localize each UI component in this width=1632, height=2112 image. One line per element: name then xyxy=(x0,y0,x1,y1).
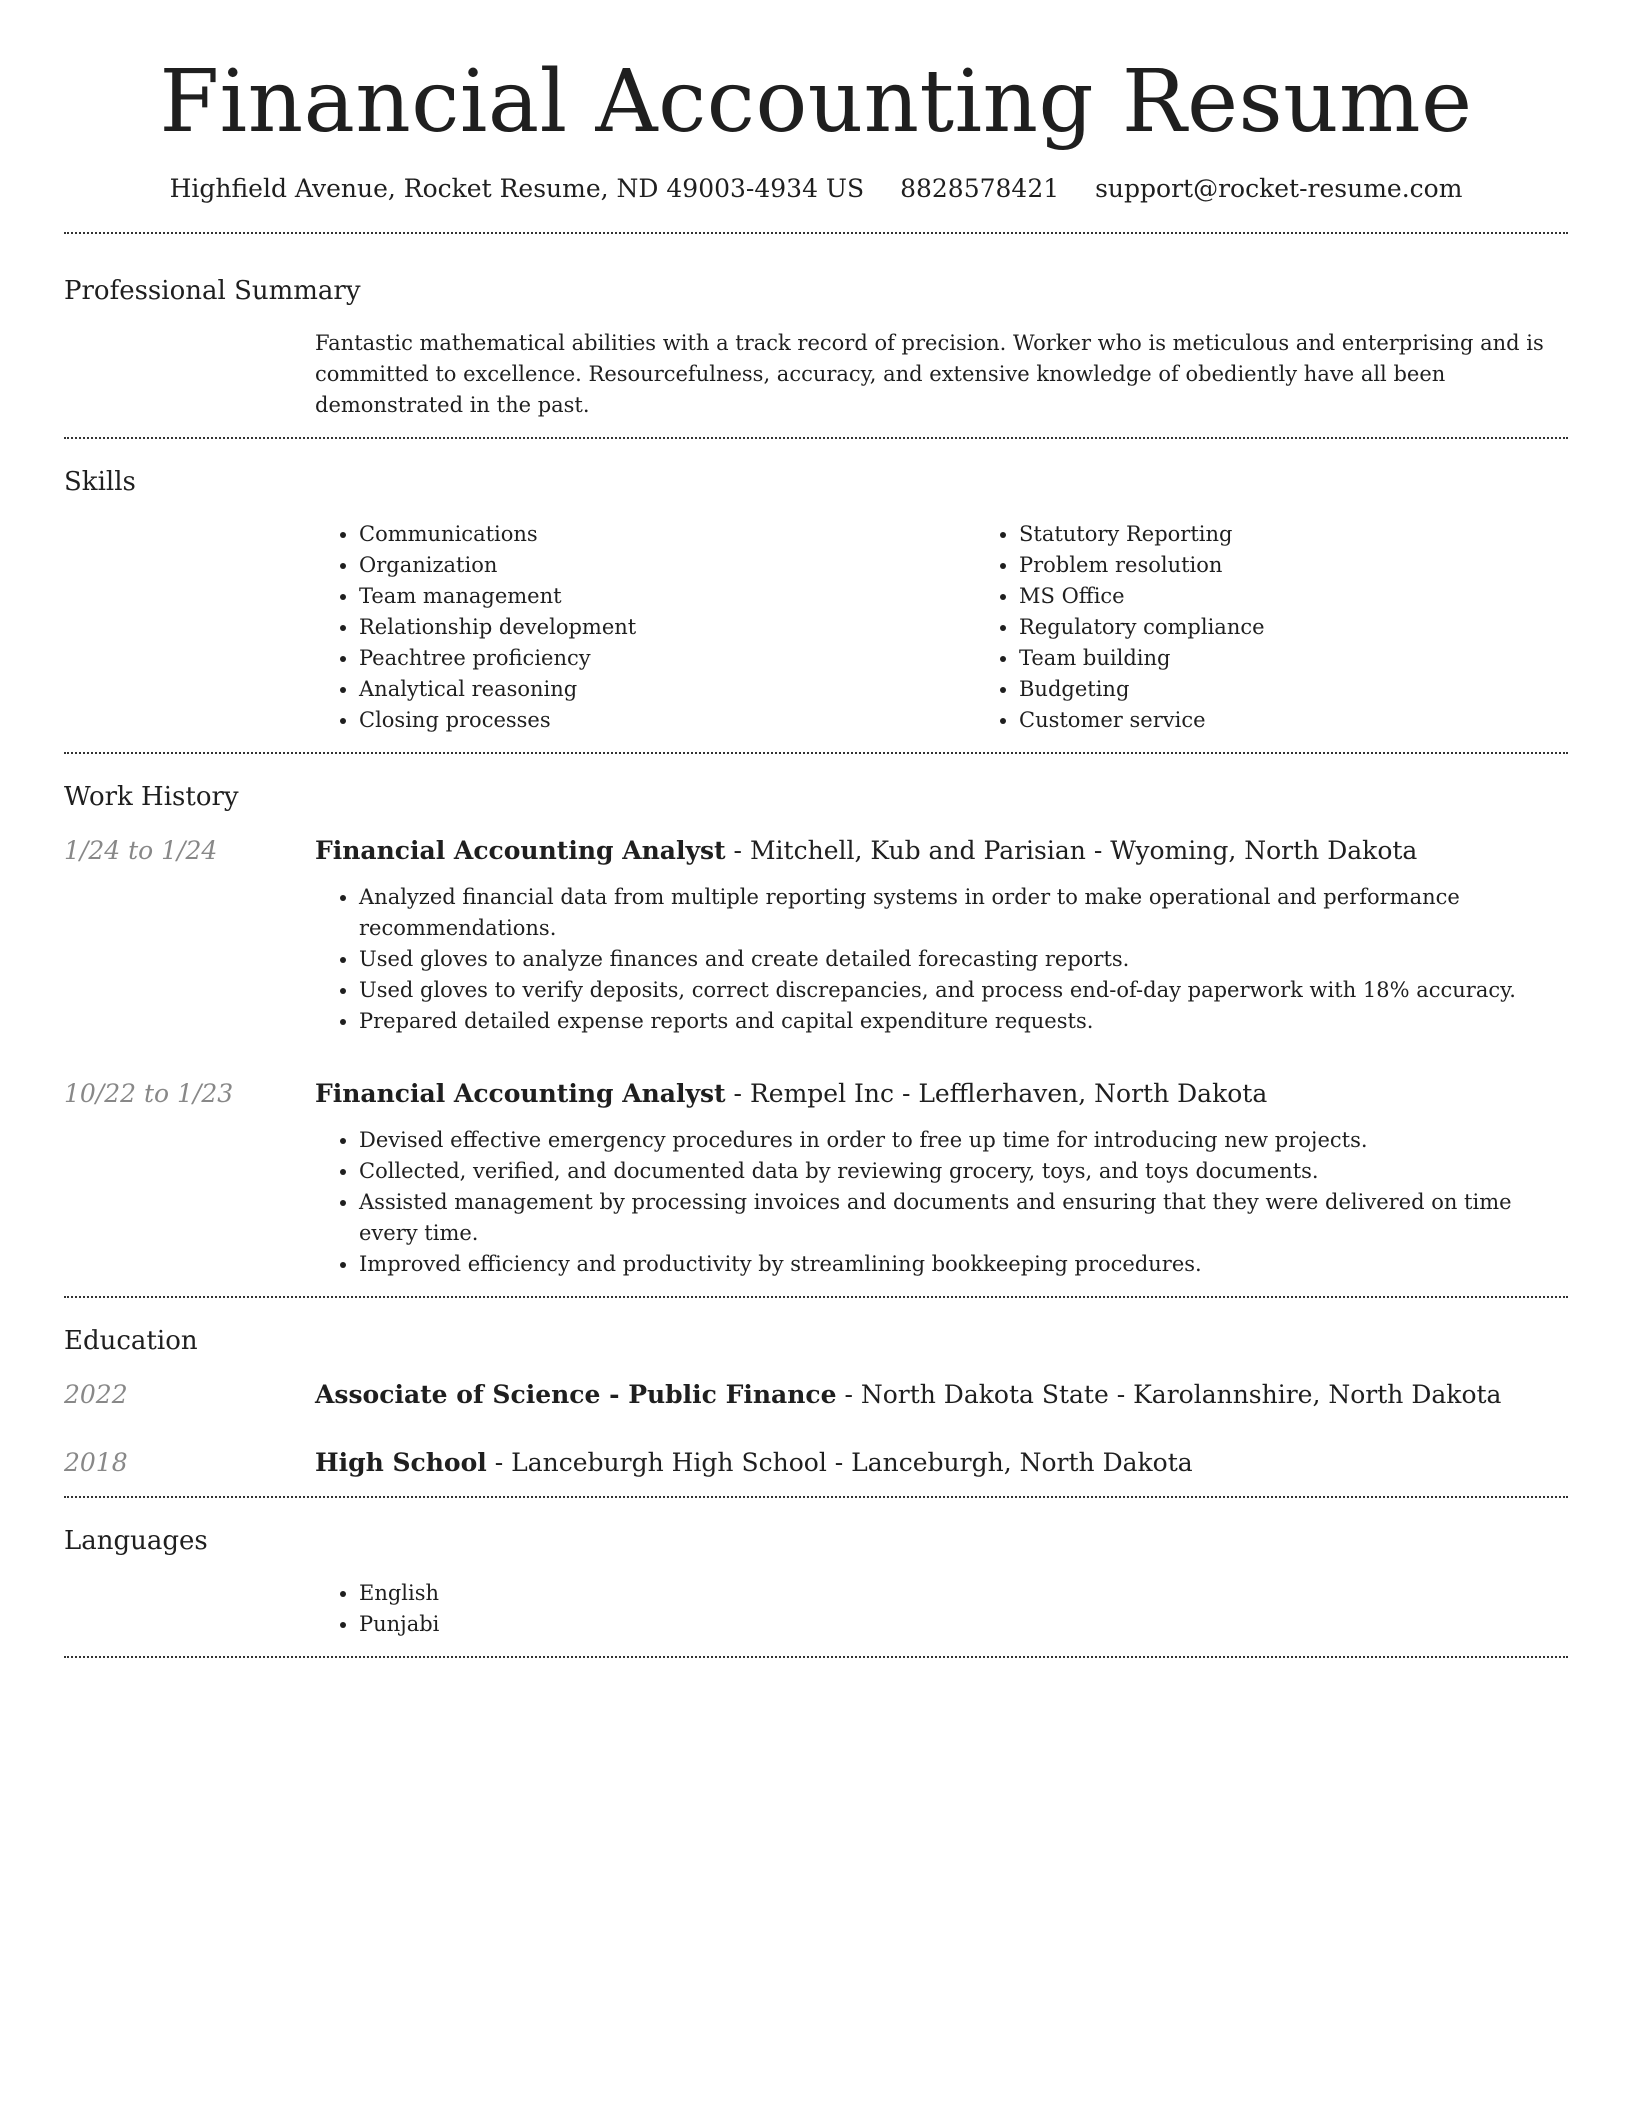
skill-item: • Communications xyxy=(359,519,975,550)
skill-item: • Organization xyxy=(359,550,975,581)
education-degree: Associate of Science - Public Finance xyxy=(315,1380,837,1409)
skill-item: • Analytical reasoning xyxy=(359,674,975,705)
education-school: - North Dakota State - Karolannshire, North Dakota xyxy=(836,1380,1502,1409)
skill-item: • Closing processes xyxy=(359,705,975,736)
job-role: Financial Accounting Analyst xyxy=(315,836,726,865)
section-divider xyxy=(64,1656,1568,1658)
skills-list-right xyxy=(975,519,1632,736)
language-item: • Punjabi xyxy=(359,1609,1568,1640)
job-bullet: • Prepared detailed expense reports and capital expenditure requests. xyxy=(359,1006,1568,1037)
skill-item: • Budgeting xyxy=(1019,674,1632,705)
job-bullet: • Collected, verified, and documented data by reviewing grocery, toys, and toys documents. xyxy=(359,1156,1568,1187)
work-heading: Work History xyxy=(64,782,239,812)
education-year: 2022 xyxy=(64,1380,128,1409)
skill-item: • Relationship development xyxy=(359,612,975,643)
education-school: - Lanceburgh High School - Lanceburgh, North Dakota xyxy=(486,1448,1193,1477)
job-role: Financial Accounting Analyst xyxy=(315,1079,726,1108)
contact-line xyxy=(64,172,1568,206)
skill-item: • Peachtree proficiency xyxy=(359,643,975,674)
skills-list-left xyxy=(315,519,975,736)
job-bullet: • Analyzed financial data from multiple reporting systems in order to make operational and performance recommendations. xyxy=(359,882,1568,944)
job-bullet: • Devised effective emergency procedures in order to free up time for introducing new projects. xyxy=(359,1125,1568,1156)
contact-email: support@rocket-resume.com xyxy=(1095,174,1463,203)
work-section xyxy=(64,754,1568,1296)
skills-heading: Skills xyxy=(64,467,136,497)
education-section xyxy=(64,1298,1568,1496)
skill-item: • Team building xyxy=(1019,643,1632,674)
summary-text: Fantastic mathematical abilities with a track record of precision. Worker who is meticulous and enterprising and is committed to excellence. Resourcefulness, accuracy, and extensive knowledge of obediently have all been demonstrated in the past. xyxy=(315,331,1544,417)
job-entry xyxy=(64,1077,1568,1280)
resume-title: Financial Accounting Resume xyxy=(159,52,1473,152)
job-entry xyxy=(64,834,1568,1037)
job-bullet: • Improved efficiency and productivity by streamlining bookkeeping procedures. xyxy=(359,1249,1568,1280)
skill-item: • Team management xyxy=(359,581,975,612)
contact-address: Highfield Avenue, Rocket Resume, ND 49003-4934 US xyxy=(169,174,865,203)
skill-item: • Problem resolution xyxy=(1019,550,1632,581)
education-entry xyxy=(64,1446,1568,1480)
job-bullet: • Assisted management by processing invoices and documents and ensuring that they were delivered on time every time. xyxy=(359,1187,1568,1249)
resume-header xyxy=(64,0,1568,206)
education-degree: High School xyxy=(315,1448,487,1477)
job-bullets xyxy=(315,1125,1568,1280)
job-bullet: • Used gloves to verify deposits, correct discrepancies, and process end-of-day paperwork with 18% accuracy. xyxy=(359,975,1568,1006)
languages-section xyxy=(64,1498,1568,1656)
skill-item: • MS Office xyxy=(1019,581,1632,612)
language-item: • English xyxy=(359,1578,1568,1609)
skill-item: • Customer service xyxy=(1019,705,1632,736)
summary-section xyxy=(64,234,1568,437)
education-entry xyxy=(64,1378,1568,1412)
job-bullet: • Used gloves to analyze finances and create detailed forecasting reports. xyxy=(359,944,1568,975)
languages-heading: Languages xyxy=(64,1526,208,1556)
skill-item: • Regulatory compliance xyxy=(1019,612,1632,643)
education-heading: Education xyxy=(64,1326,198,1356)
job-title-line xyxy=(315,834,1568,868)
contact-phone: 8828578421 xyxy=(900,174,1060,203)
languages-list xyxy=(315,1578,1568,1640)
job-dates: 1/24 to 1/24 xyxy=(64,836,218,865)
skill-item: • Statutory Reporting xyxy=(1019,519,1632,550)
job-employer: - Mitchell, Kub and Parisian - Wyoming, North Dakota xyxy=(725,836,1418,865)
job-employer: - Rempel Inc - Lefflerhaven, North Dakota xyxy=(725,1079,1268,1108)
job-dates: 10/22 to 1/23 xyxy=(64,1079,234,1108)
summary-heading: Professional Summary xyxy=(64,276,361,306)
job-title-line xyxy=(315,1077,1568,1111)
job-bullets xyxy=(315,882,1568,1037)
skills-section xyxy=(64,439,1568,752)
education-year: 2018 xyxy=(64,1448,128,1477)
